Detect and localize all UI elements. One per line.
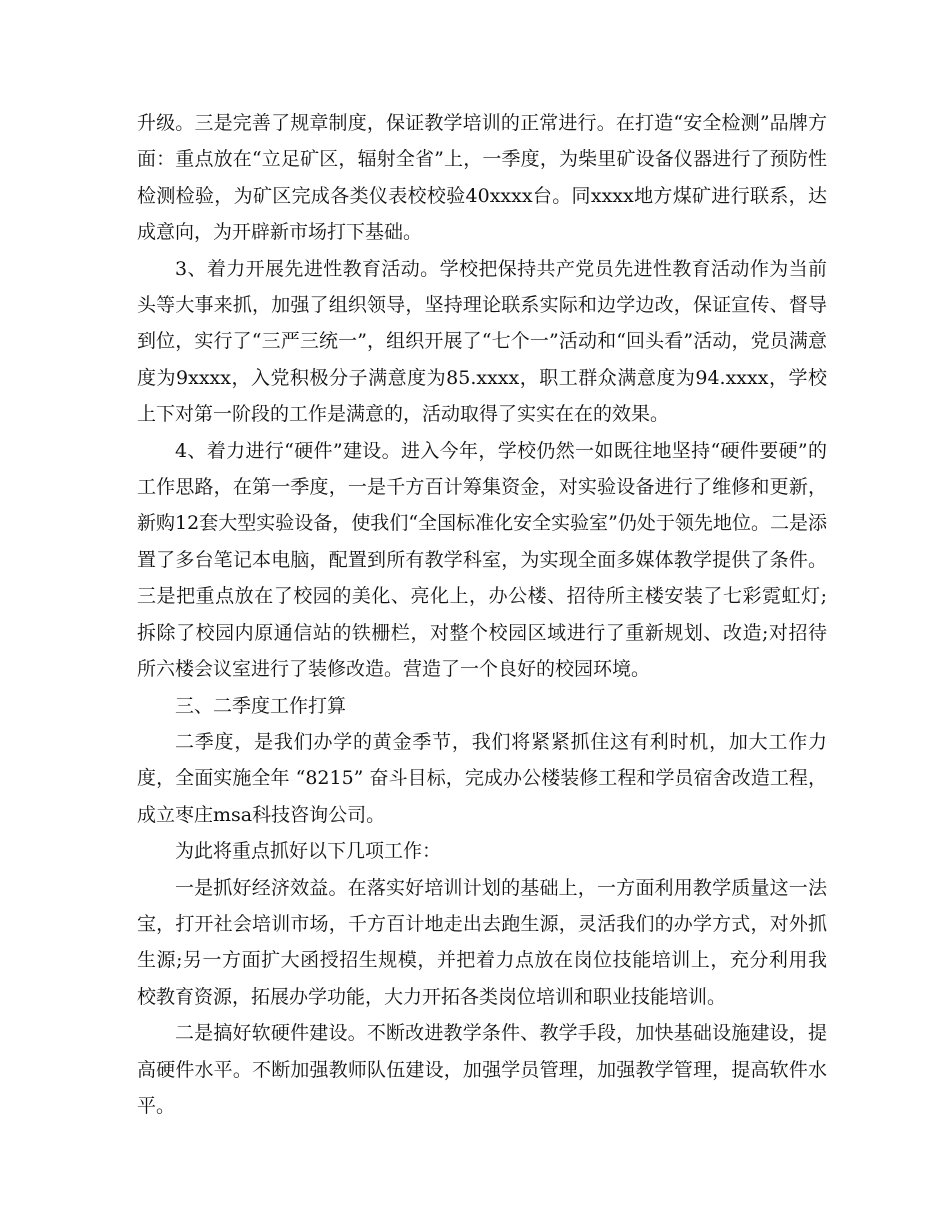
paragraph-1: 升级。三是完善了规章制度，保证教学培训的正常进行。在打造“安全检测”品牌方面：重点放在“立足矿区，辐射全省”上，一季度，为柴里矿设备仪器进行了预防性检测检验，为矿区完成各类仪表校校验40xxxx台。同xxxx地方煤矿进行联系，达成意向，为开辟新市场打下基础。 (137, 112, 827, 244)
paragraph-7: 一是抓好经济效益。在落实好培训计划的基础上，一方面利用教学质量这一法宝，打开社会培训市场，千方百计地走出去跑生源，灵活我们的办学方式，对外抓生源;另一方面扩大函授招生规模，并把着力点放在岗位技能培训上，充分利用我校教育资源，拓展办学功能，大力开拓各类岗位培训和职业技能培训。 (137, 876, 827, 1008)
paragraph-6: 为此将重点抓好以下几项工作： (175, 840, 442, 863)
section-heading: 三、二季度工作打算 (175, 694, 347, 717)
paragraph-8: 二是搞好软硬件建设。不断改进教学条件、教学手段，加快基础设施建设，提高硬件水平。不断加强教师队伍建设，加强学员管理，加强教学管理，提高软件水平。 (137, 1022, 827, 1117)
paragraph-3: 4、着力进行“硬件”建设。进入今年，学校仍然一如既往地坚持“硬件要硬”的工作思路，在第一季度，一是千方百计筹集资金，对实验设备进行了维修和更新，新购12套大型实验设备，使我们“全国标准化安全实验室”仍处于领先地位。二是添置了多台笔记本电脑，配置到所有教学科室，为实现全面多媒体教学提供了条件。三是把重点放在了校园的美化、亮化上，办公楼、招待所主楼安装了七彩霓虹灯;拆除了校园内原通信站的铁栅栏，对整个校园区域进行了重新规划、改造;对招待所六楼会议室进行了装修改造。营造了一个良好的校园环境。 (137, 439, 827, 681)
paragraph-2: 3、着力开展先进性教育活动。学校把保持共产党员先进性教育活动作为当前头等大事来抓，加强了组织领导，坚持理论联系实际和边学边改，保证宣传、督导到位，实行了“三严三统一”，组织开展了“七个一”活动和“回头看”活动，党员满意度为9xxxx，入党积极分子满意度为85.xxxx，职工群众满意度为94.xxxx，学校上下对第一阶段的工作是满意的，活动取得了实实在在的效果。 (137, 257, 827, 426)
document-body (137, 105, 827, 1124)
paragraph-5: 二季度，是我们办学的黄金季节，我们将紧紧抓住这有利时机，加大工作力度，全面实施全年 “8215” 奋斗目标，完成办公楼装修工程和学员宿舍改造工程，成立枣庄msa科技咨询公司。 (137, 730, 827, 826)
